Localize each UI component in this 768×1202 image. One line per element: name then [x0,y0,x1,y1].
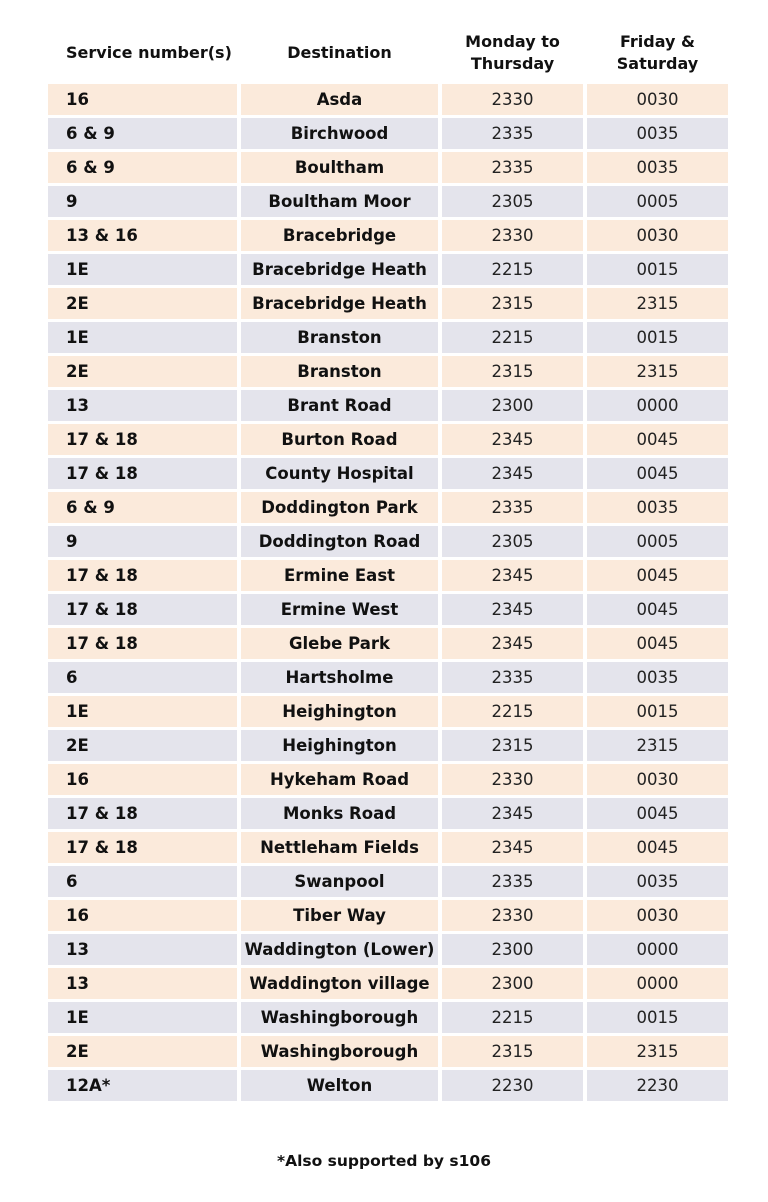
cell-service: 17 & 18 [48,458,237,489]
cell-mon-thu: 2345 [442,458,583,489]
cell-destination: Monks Road [241,798,438,829]
table-row [48,730,728,761]
cell-destination: Brant Road [241,390,438,421]
cell-service: 6 & 9 [48,492,237,523]
cell-fri-sat: 0035 [587,152,728,183]
cell-service: 9 [48,186,237,217]
cell-service: 12A* [48,1070,237,1101]
cell-service: 1E [48,322,237,353]
cell-fri-sat: 0000 [587,934,728,965]
table-row [48,696,728,727]
header-fri-sat-line1: Friday & [620,32,695,51]
cell-destination: Glebe Park [241,628,438,659]
table-row [48,458,728,489]
cell-mon-thu: 2215 [442,322,583,353]
cell-destination: Swanpool [241,866,438,897]
cell-mon-thu: 2330 [442,900,583,931]
cell-destination: Ermine East [241,560,438,591]
cell-destination: Bracebridge Heath [241,288,438,319]
header-service: Service number(s) [66,43,232,62]
header-mon-thu-line2: Thursday [470,54,555,73]
cell-service: 16 [48,900,237,931]
table-row [48,220,728,251]
cell-mon-thu: 2215 [442,696,583,727]
cell-mon-thu: 2230 [442,1070,583,1101]
cell-destination: Branston [241,322,438,353]
table-row [48,934,728,965]
cell-destination: Boultham [241,152,438,183]
cell-fri-sat: 0005 [587,526,728,557]
cell-fri-sat: 2315 [587,1036,728,1067]
cell-destination: Doddington Road [241,526,438,557]
cell-destination: Bracebridge Heath [241,254,438,285]
cell-service: 2E [48,356,237,387]
table-row [48,560,728,591]
table-row [48,186,728,217]
cell-mon-thu: 2335 [442,152,583,183]
cell-fri-sat: 0015 [587,254,728,285]
cell-destination: Waddington (Lower) [241,934,438,965]
cell-fri-sat: 0045 [587,594,728,625]
cell-fri-sat: 0045 [587,798,728,829]
table-row [48,968,728,999]
cell-destination: Washingborough [241,1036,438,1067]
cell-mon-thu: 2345 [442,594,583,625]
cell-service: 16 [48,84,237,115]
cell-destination: Hykeham Road [241,764,438,795]
cell-destination: Tiber Way [241,900,438,931]
table-row [48,866,728,897]
table-row [48,900,728,931]
cell-mon-thu: 2345 [442,560,583,591]
cell-service: 1E [48,1002,237,1033]
table-row [48,152,728,183]
cell-mon-thu: 2305 [442,186,583,217]
table-row [48,492,728,523]
cell-destination: Heighington [241,730,438,761]
cell-service: 17 & 18 [48,832,237,863]
cell-destination: Boultham Moor [241,186,438,217]
cell-fri-sat: 0035 [587,866,728,897]
cell-mon-thu: 2315 [442,356,583,387]
header-mon-thu-line1: Monday to [465,32,560,51]
table-row [48,764,728,795]
cell-service: 13 [48,968,237,999]
cell-mon-thu: 2315 [442,730,583,761]
cell-fri-sat: 0000 [587,390,728,421]
table-row [48,322,728,353]
cell-mon-thu: 2300 [442,968,583,999]
cell-mon-thu: 2215 [442,1002,583,1033]
cell-destination: Bracebridge [241,220,438,251]
cell-destination: County Hospital [241,458,438,489]
cell-mon-thu: 2330 [442,220,583,251]
cell-mon-thu: 2300 [442,390,583,421]
table-row [48,288,728,319]
cell-fri-sat: 0030 [587,900,728,931]
cell-fri-sat: 2230 [587,1070,728,1101]
cell-fri-sat: 0030 [587,220,728,251]
cell-fri-sat: 0045 [587,560,728,591]
table-row [48,662,728,693]
table-row [48,390,728,421]
cell-mon-thu: 2345 [442,798,583,829]
header-fri-sat-line2: Saturday [616,54,699,73]
cell-mon-thu: 2305 [442,526,583,557]
cell-service: 2E [48,288,237,319]
cell-fri-sat: 0045 [587,832,728,863]
cell-service: 1E [48,254,237,285]
cell-fri-sat: 0045 [587,628,728,659]
cell-mon-thu: 2300 [442,934,583,965]
table-row [48,1002,728,1033]
cell-service: 17 & 18 [48,798,237,829]
table-header [48,25,728,81]
footnote: *Also supported by s106 [276,1152,492,1170]
cell-fri-sat: 0000 [587,968,728,999]
cell-destination: Heighington [241,696,438,727]
table-row [48,424,728,455]
cell-mon-thu: 2345 [442,832,583,863]
cell-destination: Birchwood [241,118,438,149]
cell-fri-sat: 0005 [587,186,728,217]
cell-destination: Washingborough [241,1002,438,1033]
cell-service: 17 & 18 [48,424,237,455]
cell-mon-thu: 2330 [442,764,583,795]
cell-destination: Ermine West [241,594,438,625]
table-row [48,254,728,285]
table-row [48,1036,728,1067]
cell-fri-sat: 2315 [587,288,728,319]
cell-service: 1E [48,696,237,727]
cell-service: 13 [48,390,237,421]
cell-mon-thu: 2330 [442,84,583,115]
table-row [48,118,728,149]
cell-mon-thu: 2215 [442,254,583,285]
cell-destination: Hartsholme [241,662,438,693]
cell-mon-thu: 2335 [442,866,583,897]
cell-mon-thu: 2345 [442,424,583,455]
table-row [48,526,728,557]
cell-mon-thu: 2335 [442,492,583,523]
header-mon-thu [442,25,583,81]
cell-service: 9 [48,526,237,557]
cell-mon-thu: 2345 [442,628,583,659]
cell-service: 13 [48,934,237,965]
cell-service: 2E [48,730,237,761]
cell-destination: Branston [241,356,438,387]
cell-service: 6 & 9 [48,118,237,149]
table-body [48,84,728,1101]
cell-fri-sat: 0015 [587,322,728,353]
cell-mon-thu: 2335 [442,118,583,149]
cell-fri-sat: 0015 [587,1002,728,1033]
cell-fri-sat: 0030 [587,764,728,795]
cell-fri-sat: 0045 [587,458,728,489]
cell-fri-sat: 0035 [587,118,728,149]
cell-fri-sat: 0015 [587,696,728,727]
cell-service: 6 & 9 [48,152,237,183]
cell-destination: Asda [241,84,438,115]
header-fri-sat [587,25,728,81]
cell-fri-sat: 0030 [587,84,728,115]
cell-service: 6 [48,866,237,897]
table-row [48,832,728,863]
cell-fri-sat: 2315 [587,356,728,387]
cell-mon-thu: 2335 [442,662,583,693]
cell-destination: Nettleham Fields [241,832,438,863]
timetable [44,22,732,1104]
cell-fri-sat: 0045 [587,424,728,455]
cell-service: 2E [48,1036,237,1067]
table-row [48,1070,728,1101]
cell-destination: Doddington Park [241,492,438,523]
table-row [48,594,728,625]
cell-service: 17 & 18 [48,628,237,659]
cell-fri-sat: 0035 [587,662,728,693]
cell-service: 13 & 16 [48,220,237,251]
cell-service: 17 & 18 [48,560,237,591]
cell-destination: Burton Road [241,424,438,455]
cell-service: 6 [48,662,237,693]
table-row [48,356,728,387]
table-row [48,628,728,659]
cell-service: 17 & 18 [48,594,237,625]
table-row [48,84,728,115]
header-destination: Destination [287,43,392,62]
cell-destination: Welton [241,1070,438,1101]
table-row [48,798,728,829]
cell-mon-thu: 2315 [442,1036,583,1067]
cell-fri-sat: 2315 [587,730,728,761]
cell-destination: Waddington village [241,968,438,999]
cell-service: 16 [48,764,237,795]
cell-mon-thu: 2315 [442,288,583,319]
cell-fri-sat: 0035 [587,492,728,523]
